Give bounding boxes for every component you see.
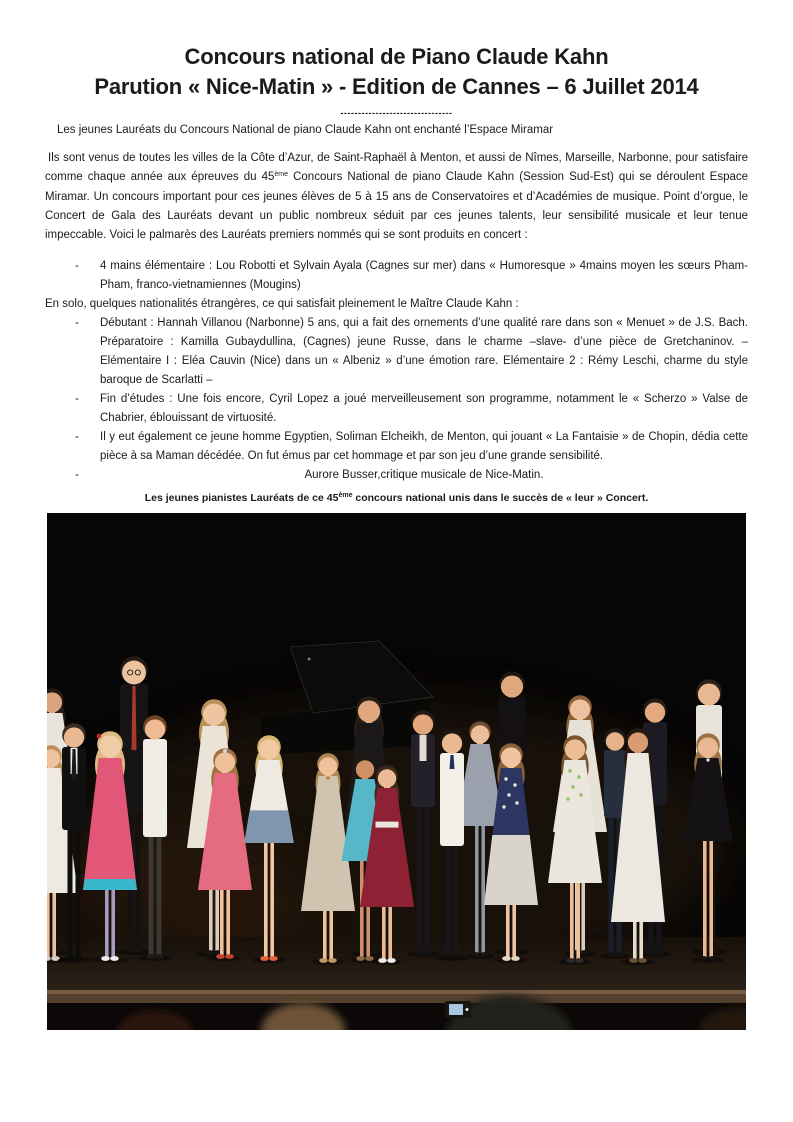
shoe [480, 952, 489, 957]
floor-shadow [253, 957, 286, 963]
article-photo [47, 513, 746, 1030]
shoe [110, 956, 119, 961]
face [215, 752, 235, 772]
leg [481, 826, 485, 953]
leg [475, 826, 479, 953]
shoe [629, 958, 638, 963]
shoe [125, 948, 134, 953]
face [471, 725, 489, 743]
shoe [606, 952, 615, 957]
shoe [269, 956, 278, 961]
intro-text-after: Concours National de piano Claude Kahn (Session Sud-Est) qui se déroulent Espace Miramar. Un concours important pour ces jeunes élèves de 5 à 15 ans de Conservatoires et d’Académies de musique. Point d’orgue, le Concert de Gala des Lauréats devant un public nombreux séduit par ces jeunes talents, leur sensibilité musicale et leur tenue impeccable. Voici le palmarès des Lauréats premiers nommés qui se sont produits en concert : [45, 171, 749, 241]
solo-paragraph: En solo, quelques nationalités étrangères, ce qui satisfait pleinement le Maître Claude Kahn : [45, 297, 519, 310]
bullet-text: Débutant : Hannah Villanou (Narbonne) 5 ans, qui a fait des ornements d’une qualité rare dans son « Menuet » de J.S. Bach. Préparatoire : Kamilla Gubaydullina, (Cagnes) jeune Russe, dans le charme –slave- d’une pièce de Gretchaninov. – Elémentaire I : Eléa Cauvin (Nice) dans un « Albeniz » d’une émotion rare. Elémentaire 2 : Rémy Leschi, charme du style baroque de Scarlatti – [100, 316, 748, 386]
face [99, 735, 121, 757]
shoe [65, 956, 74, 961]
leg [105, 890, 109, 957]
floor-shadow [407, 951, 440, 957]
separator-dashes: -------------------------------- [340, 108, 453, 118]
shoe [646, 950, 655, 955]
intro-superscript: ème [274, 171, 289, 178]
shoe [378, 958, 387, 963]
shoe [134, 948, 143, 953]
leg [570, 883, 574, 959]
pants-leg [454, 846, 459, 955]
pants-leg [609, 818, 614, 953]
shoe [615, 952, 624, 957]
caption-text-before: Les jeunes pianistes Lauréats de ce 45 [144, 491, 339, 504]
floor-shadow [495, 957, 528, 963]
dress-dot [568, 769, 571, 772]
byline-text: Aurore Busser,critique musicale de Nice-Matin. [304, 468, 544, 481]
face [145, 719, 165, 739]
bullet-marker: - [75, 259, 79, 272]
bullet-text: Il y eut également ce jeune homme Egyptien, Soliman Elcheikh, de Menton, qui jouant « La Fantaisie » de Chopin, dédia cette pièce à sa Maman décédée. On fut émus par cet hommage et par son jeu d’une grande sensibilité. [100, 430, 748, 462]
leg [329, 911, 333, 959]
photo-caption [45, 491, 748, 507]
shoe [260, 956, 269, 961]
bullet-marker: - [75, 468, 79, 481]
floor-shadow [465, 953, 495, 959]
dress-lower [484, 835, 538, 905]
floor-shadow [559, 959, 592, 965]
shoe [511, 956, 520, 961]
caption-text-after: concours national unis dans le succès de « leur » Concert. [352, 491, 649, 504]
leg [382, 907, 386, 959]
shoe [319, 958, 328, 963]
face [442, 733, 462, 753]
leg [703, 841, 707, 957]
shoe [414, 950, 423, 955]
leg [270, 843, 274, 957]
pants-leg [417, 807, 422, 951]
intro-paragraph [45, 149, 748, 245]
pants-leg [446, 846, 451, 955]
hem-band [83, 879, 137, 890]
subtitle: Les jeunes Lauréats du Concours National de piano Claude Kahn ont enchanté l’Espace Miramar [57, 124, 554, 136]
pants-leg [136, 812, 141, 949]
bullet-item-fin-etudes [45, 390, 748, 428]
article-body [45, 149, 748, 1030]
piano-logo [308, 657, 311, 660]
shoe [328, 958, 337, 963]
stage-edge [47, 994, 746, 1003]
shoe [502, 956, 511, 961]
bullet-marker: - [75, 316, 79, 329]
shoe [471, 952, 480, 957]
face [501, 747, 521, 767]
audience-camera [445, 1001, 471, 1018]
title-line-1: Concours national de Piano Claude Kahn [184, 44, 609, 69]
face [698, 737, 718, 757]
shirt [420, 735, 427, 761]
dress-dot [571, 785, 574, 788]
floor-shadow [115, 949, 154, 955]
shoe [146, 954, 155, 959]
floor-shadow [436, 955, 469, 961]
bullet-item-egyptien [45, 428, 748, 466]
floor-shadow [58, 957, 91, 963]
leg [220, 890, 224, 955]
pants-leg [157, 837, 162, 955]
shoe [387, 958, 396, 963]
leg [323, 911, 327, 959]
leg [388, 907, 392, 959]
floor-shadow [600, 953, 630, 959]
tiara [223, 749, 227, 753]
shoe [638, 958, 647, 963]
leg [47, 893, 50, 957]
face [259, 739, 279, 759]
leg [709, 841, 713, 957]
dress-dot [502, 805, 505, 808]
shoe [369, 950, 378, 955]
shoe [205, 950, 214, 955]
leg [52, 893, 56, 957]
face [378, 769, 396, 787]
shoe [443, 954, 452, 959]
shoe [708, 956, 717, 961]
leg [576, 883, 580, 959]
pants-leg [68, 830, 73, 957]
bullet-item-4mains [45, 257, 748, 295]
bullet-item-debutant [45, 314, 748, 390]
hair-flower [97, 733, 102, 738]
pants-leg [425, 807, 430, 951]
shoe [356, 956, 365, 961]
floor-shadow [372, 959, 402, 965]
document-header [45, 42, 748, 138]
dress-dot [579, 793, 582, 796]
shoe [101, 956, 110, 961]
torso [143, 739, 167, 837]
shoe [365, 956, 374, 961]
title-line-2: Parution « Nice-Matin » - Edition de Cannes – 6 Juillet 2014 [94, 74, 699, 99]
shoe [225, 954, 234, 959]
bullet-marker: - [75, 392, 79, 405]
leg [512, 905, 516, 957]
shoe [566, 958, 575, 963]
face [319, 757, 337, 775]
dress-dot [504, 777, 507, 780]
floor-shadow [209, 955, 242, 961]
face [645, 702, 665, 722]
shoe [216, 954, 225, 959]
shoe [155, 954, 164, 959]
byline-row [45, 466, 748, 485]
face [356, 760, 374, 778]
dress-dot [513, 783, 516, 786]
shoe [580, 950, 589, 955]
floor-shadow [313, 959, 343, 965]
floor-shadow [691, 949, 727, 955]
dress-dot [507, 793, 510, 796]
dress-dot [566, 797, 569, 800]
face [698, 683, 720, 705]
pants-leg [76, 830, 81, 957]
camera-screen [449, 1004, 463, 1015]
sash [376, 821, 399, 827]
face [413, 714, 433, 734]
shoe [575, 958, 584, 963]
face [628, 732, 648, 752]
face [501, 675, 523, 697]
bullet-text: 4 mains élémentaire : Lou Robotti et Sylvain Ayala (Cagnes sur mer) dans « Humoresque » 4mains moyen les sœurs Pham-Pham, franco-vietnamiennes (Mougins) [100, 259, 748, 291]
face [122, 660, 146, 684]
leg [264, 843, 268, 957]
leg [111, 890, 115, 957]
face [203, 703, 225, 725]
shoe [74, 956, 83, 961]
face [565, 739, 585, 759]
leg [506, 905, 510, 957]
shoe [423, 950, 432, 955]
pants-leg [149, 837, 154, 955]
necklace [326, 776, 329, 779]
shoe [452, 954, 461, 959]
necklace [706, 758, 709, 761]
dress-lower [244, 810, 294, 843]
face [570, 699, 590, 719]
floor-shadow [92, 957, 128, 963]
face [64, 727, 84, 747]
stage-photo-svg [47, 513, 746, 1030]
leg [360, 861, 364, 957]
dress-dot [515, 801, 518, 804]
camera-light [466, 1008, 469, 1011]
floor-shadow [622, 959, 655, 965]
face [606, 732, 624, 750]
bullet-text: Fin d’études : Une fois encore, Cyril Lopez a joué merveilleusement son programme, notamment le « Scherzo » Valse de Chabrier, éblouissant de virtuosité. [100, 392, 748, 424]
bullet-marker: - [75, 430, 79, 443]
intro-text-before: Ils sont venus de toutes les villes de la Côte d’Azur, de Saint-Raphaël à Menton, et aussi de Nîmes, Marseille, Narbonne, pour satisfaire comme chaque année aux épreuves du 45 [45, 152, 748, 183]
shoe [655, 950, 664, 955]
shoe [699, 956, 708, 961]
face [358, 700, 380, 722]
stage-edge-highlight [47, 990, 746, 994]
leg [633, 922, 637, 959]
floor-shadow [139, 955, 172, 961]
leg [639, 922, 643, 959]
floor-shadow [639, 951, 672, 957]
floor-shadow [494, 949, 530, 955]
dress-dot [577, 775, 580, 778]
floor-shadow [692, 957, 725, 963]
leg [226, 890, 230, 955]
caption-superscript: ème [338, 491, 353, 499]
